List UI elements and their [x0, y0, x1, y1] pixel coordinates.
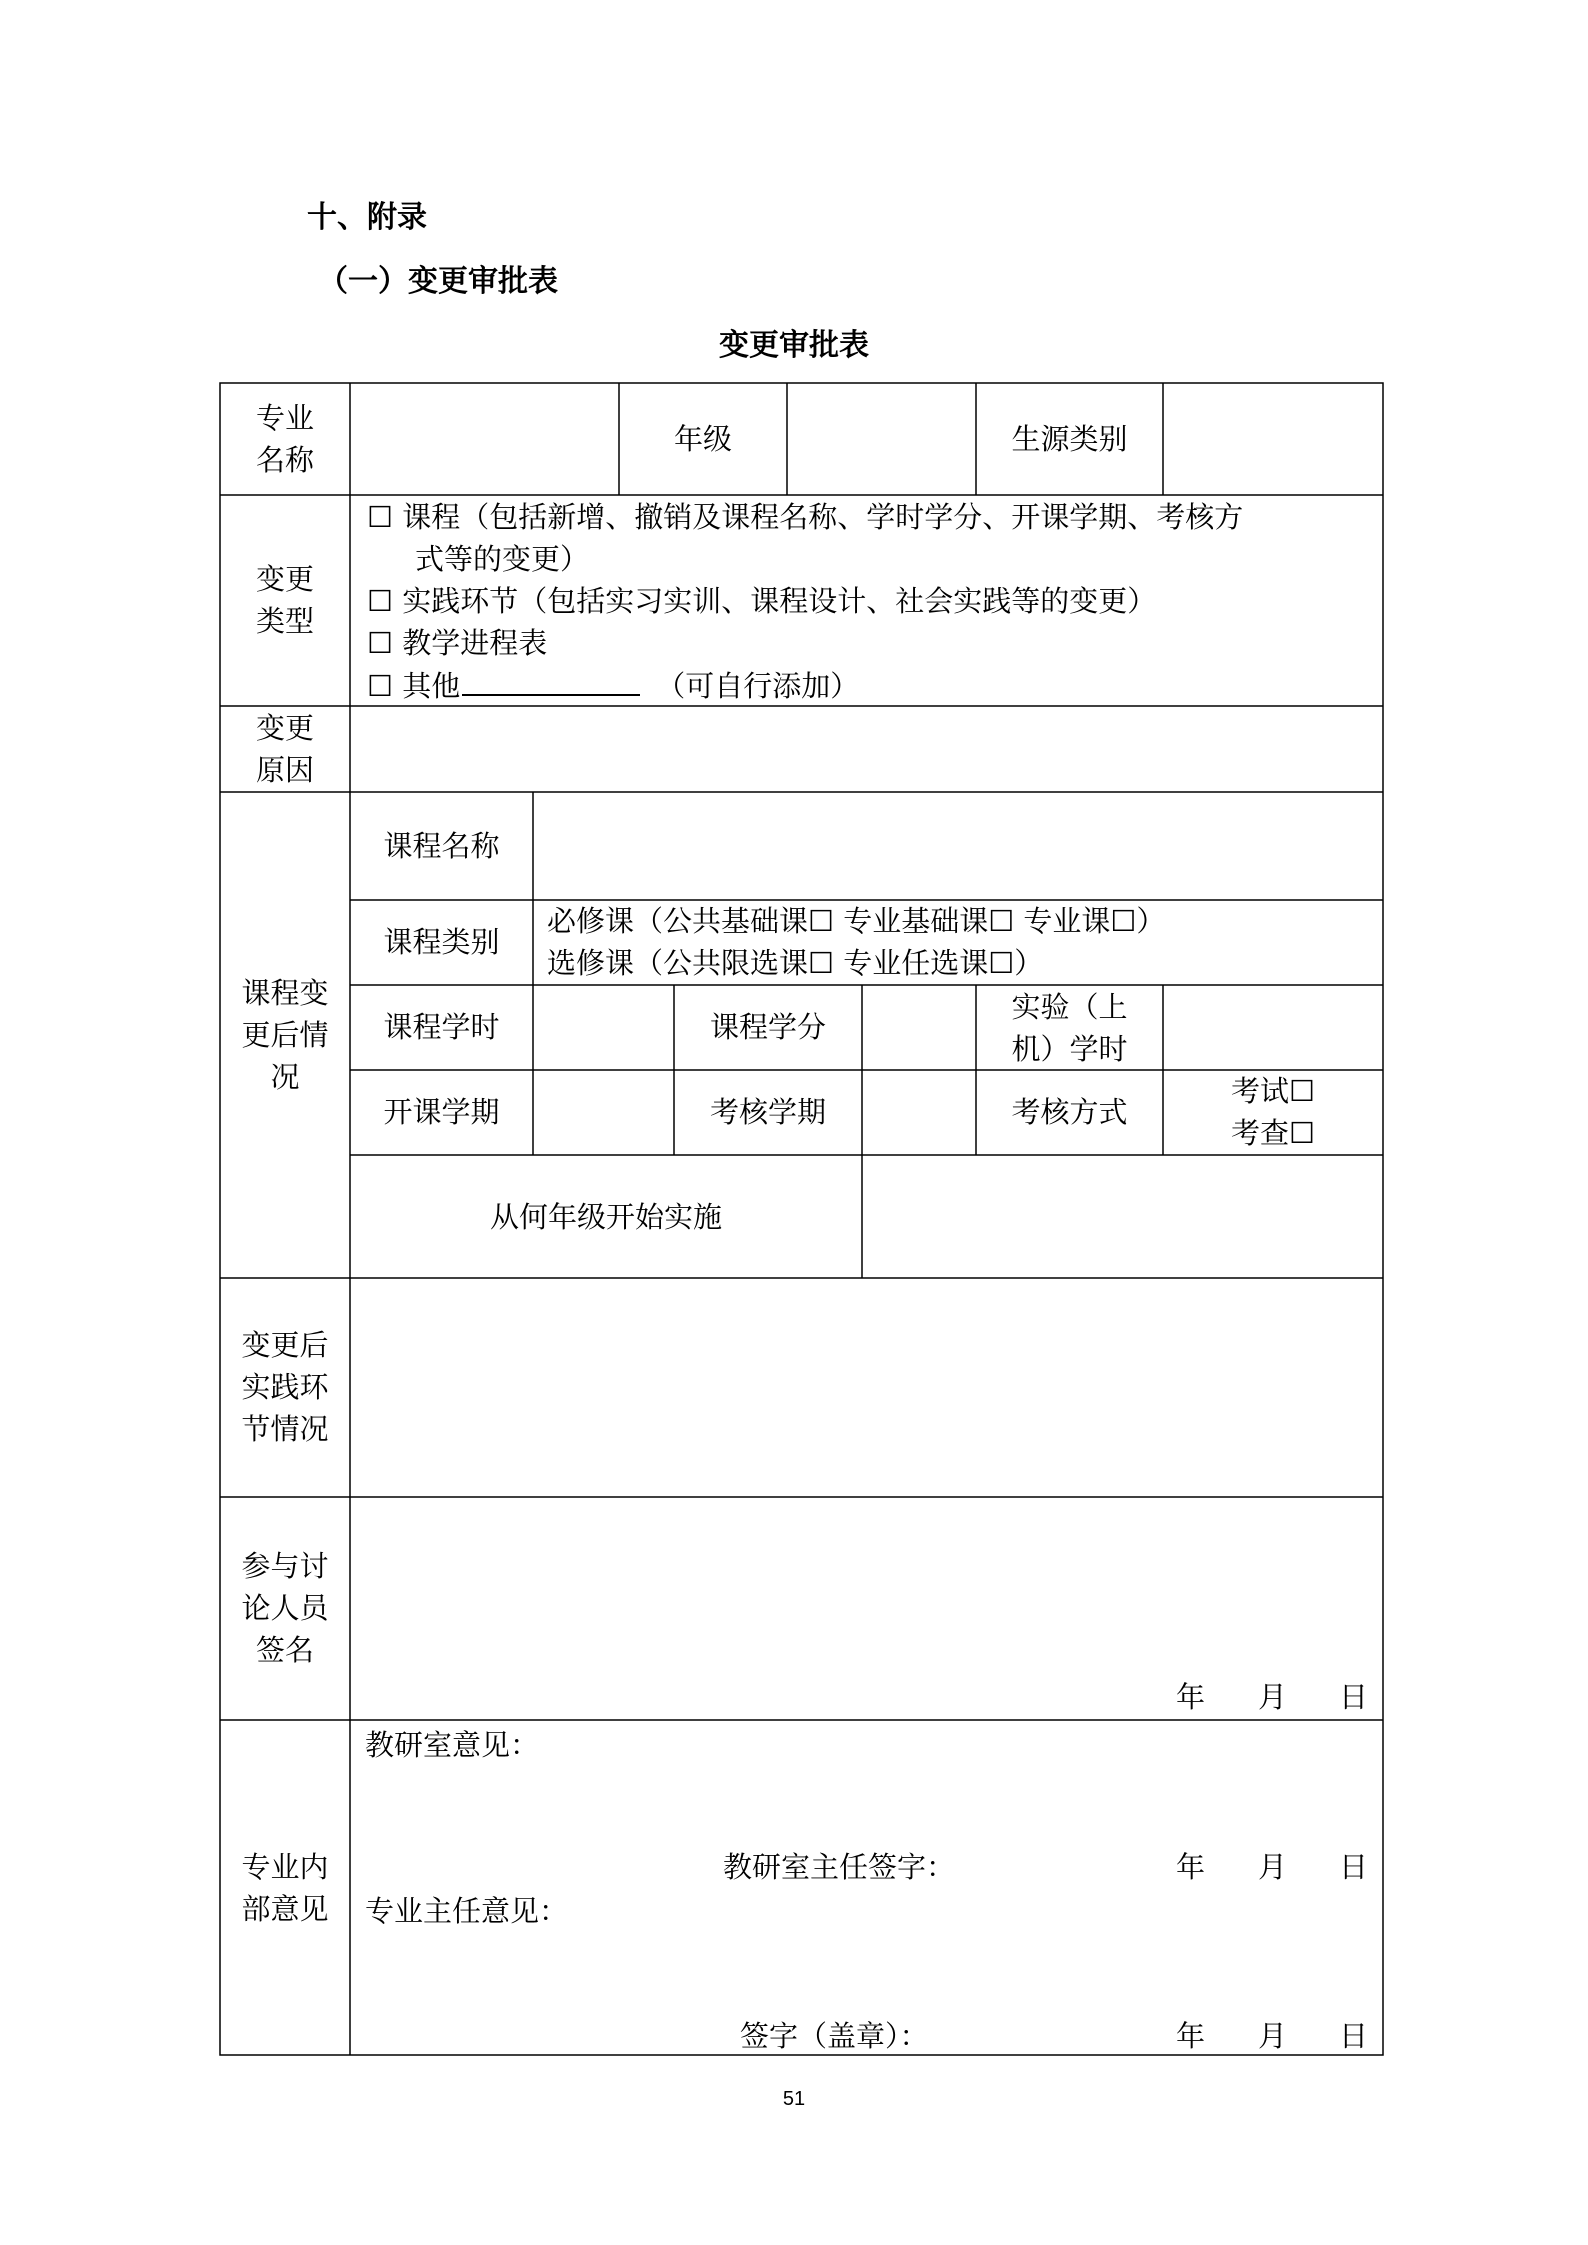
exam-term-label: 考核学期: [709, 1095, 826, 1129]
director-opinion-label: 专业主任意见：: [365, 1894, 569, 1928]
major-name-label: 专业 名称: [255, 401, 314, 477]
start-grade-field[interactable]: [862, 1155, 1383, 1278]
office-day: 日: [1339, 1850, 1369, 1884]
option-practice[interactable]: ☐ 实践环节（包括实习实训、课程设计、社会实践等的变更）: [367, 584, 1157, 618]
section-title: 十、附录: [307, 200, 427, 235]
source-type-label: 生源类别: [1011, 422, 1128, 456]
grade-label: 年级: [673, 422, 732, 456]
checkbox-icon[interactable]: ☐: [367, 626, 393, 660]
signers-label: 参与讨 论人员 签名: [241, 1549, 329, 1667]
course-hours-field[interactable]: [533, 985, 674, 1070]
signers-month: 月: [1258, 1680, 1288, 1714]
office-month: 月: [1258, 1850, 1288, 1884]
course-type-elective[interactable]: 选修课（公共限选课☐ 专业任选课☐）: [547, 946, 1044, 980]
signers-day: 日: [1339, 1680, 1369, 1714]
grade-field[interactable]: [787, 383, 976, 495]
course-type-label: 课程类别: [383, 925, 500, 959]
subsection-title: （一）变更审批表: [318, 264, 558, 299]
seal-day: 日: [1339, 2019, 1369, 2053]
checkbox-icon[interactable]: ☐: [367, 584, 393, 618]
change-type-label: 变更 类型: [255, 562, 314, 638]
exam-option-check[interactable]: 考查☐: [1231, 1116, 1315, 1150]
option-schedule[interactable]: ☐ 教学进程表: [367, 626, 548, 660]
practice-after-field[interactable]: [350, 1278, 1383, 1497]
major-name-field[interactable]: [350, 383, 619, 495]
office-opinion-label: 教研室意见：: [365, 1728, 540, 1762]
office-year: 年: [1176, 1850, 1206, 1884]
course-after-label: 课程变 更后情 况: [241, 976, 329, 1094]
seal-year: 年: [1176, 2019, 1206, 2053]
seal-sign-label: 签字（盖章）：: [740, 2019, 929, 2053]
course-credits-field[interactable]: [862, 985, 976, 1070]
course-type-required[interactable]: 必修课（公共基础课☐ 专业基础课☐ 专业课☐）: [547, 904, 1166, 938]
table-title: 变更审批表: [719, 328, 869, 363]
lab-hours-label: 实验（上 机）学时: [1011, 990, 1128, 1066]
start-grade-label: 从何年级开始实施: [489, 1200, 722, 1234]
option-other[interactable]: ☐ 其他 （可自行添加）: [367, 664, 859, 707]
course-credits-label: 课程学分: [709, 1010, 826, 1044]
option-course-cont: 式等的变更）: [415, 542, 590, 576]
practice-after-label: 变更后 实践环 节情况: [241, 1328, 329, 1446]
course-name-label: 课程名称: [383, 829, 500, 863]
signers-field[interactable]: [350, 1497, 1383, 1672]
exam-method-options[interactable]: [1163, 1070, 1383, 1154]
seal-month: 月: [1258, 2019, 1288, 2053]
other-blank[interactable]: [462, 664, 640, 696]
term-label: 开课学期: [383, 1095, 500, 1129]
lab-hours-field[interactable]: [1163, 985, 1383, 1070]
checkbox-icon[interactable]: ☐: [367, 669, 393, 703]
course-hours-label: 课程学时: [383, 1010, 500, 1044]
signers-year: 年: [1176, 1680, 1206, 1714]
term-field[interactable]: [533, 1070, 674, 1155]
checkbox-icon[interactable]: ☐: [367, 500, 393, 534]
option-course[interactable]: ☐ 课程（包括新增、撤销及课程名称、学时学分、开课学期、考核方: [367, 500, 1244, 534]
source-type-field[interactable]: [1163, 383, 1383, 495]
exam-term-field[interactable]: [862, 1070, 976, 1155]
exam-method-label: 考核方式: [1011, 1095, 1128, 1129]
page-number: 51: [782, 2088, 806, 2110]
reason-label: 变更 原因: [255, 711, 314, 787]
course-name-field[interactable]: [533, 792, 1383, 900]
reason-field[interactable]: [350, 706, 1383, 792]
internal-opinion-label: 专业内 部意见: [241, 1850, 329, 1926]
exam-option-test[interactable]: 考试☐: [1231, 1074, 1315, 1108]
office-sign-label: 教研室主任签字：: [723, 1850, 956, 1884]
